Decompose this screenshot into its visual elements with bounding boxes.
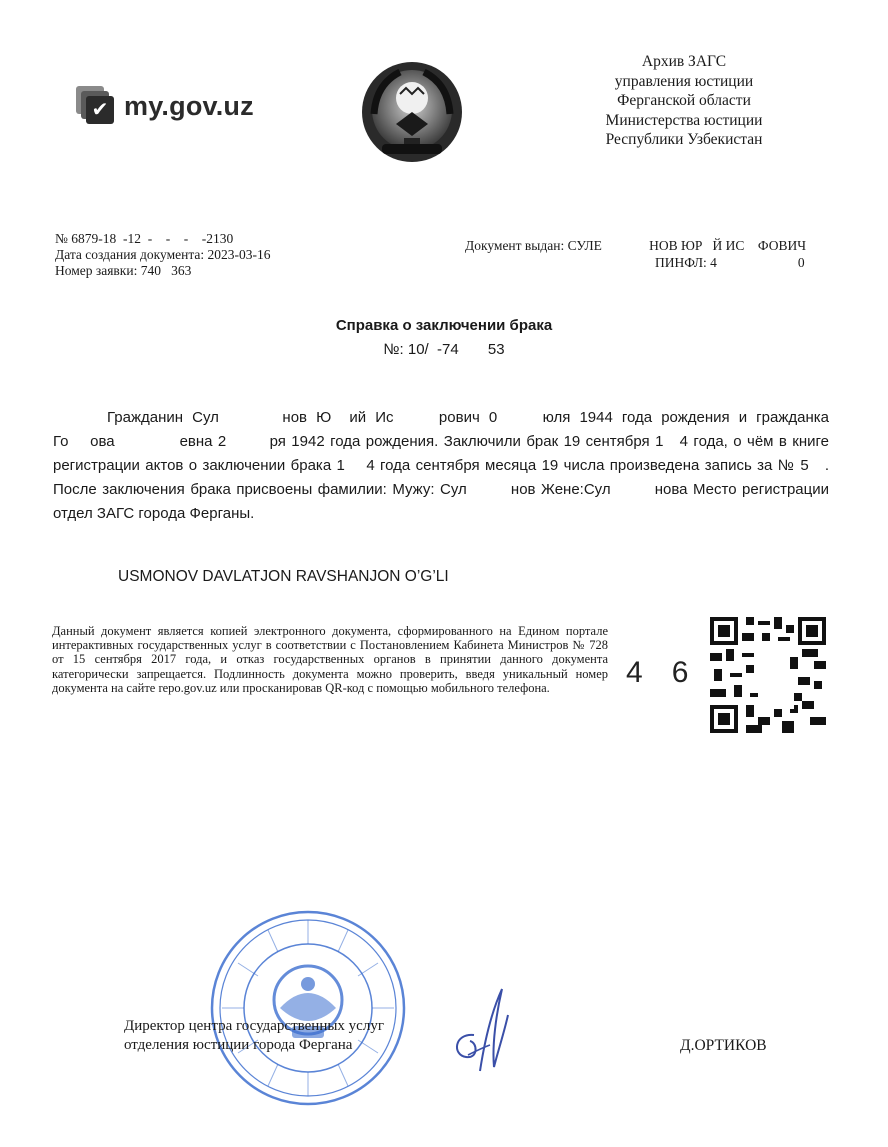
creation-date: Дата создания документа: 2023-03-16	[55, 247, 271, 262]
official-stamp-icon	[208, 908, 408, 1108]
issuer-line: Ферганской области	[617, 92, 751, 109]
issuer-line: Республики Узбекистан	[605, 131, 763, 148]
legal-notice: Данный документ является копией электронного документа, сформированного на Едином портале интерактивных государственных услуг в соответствии с Постановлением Кабинета Министров № 728 от 15 сентября 2017 года, и отказ государственных органов в принятии данного документа категорически запрещается. Подлинность документа можно проверить, введя уникальный номер документа на сайте repo.gov.uz или просканировав QR-код с помощью мобильного телефона.	[52, 624, 608, 695]
issuer-line: Архив ЗАГС	[641, 53, 727, 70]
signatory-title	[124, 1017, 384, 1055]
mygov-logo	[76, 86, 254, 126]
pinfl: ПИНФЛ: 4 0	[655, 255, 805, 270]
signature-icon	[444, 985, 514, 1080]
verification-code: 4 6	[626, 656, 690, 689]
issued-to: Документ выдан: СУЛЕ НОВ ЮР Й ИС ФОВИЧ	[465, 238, 806, 253]
document-title: Справка о заключении брака	[335, 317, 553, 334]
mygov-logo-icon: ✔	[76, 86, 116, 126]
issuer-line: Министерства юстиции	[605, 111, 763, 129]
document-meta	[55, 231, 271, 279]
mygov-logo-text: my.gov.uz	[124, 90, 254, 121]
director-name: Д.ОРТИКОВ	[680, 1037, 767, 1054]
issuer-line: управления юстиции	[614, 72, 754, 90]
certificate-body: Гражданин Сул нов Ю ий Ис рович 0 юля 1944 года рождения и гражданка Го ова евна 2 ря 1942 года рождения. Заключили брак 19 сентября 1 4 года, о чём в книге регистрации актов о заключении брака 1 4 года сентября месяца 19 числа произведена запись за № 5 . После заключения брака присвоены фамилии: Мужу: Сул нов Жене:Сул нова Место регистрации отдел ЗАГС города Ферганы.	[53, 409, 829, 522]
signatory-title-line: Директор центра государственных услуг	[124, 1018, 384, 1034]
qr-code-icon[interactable]	[710, 617, 826, 733]
signatory-title-line: отделения юстиции города Фергана	[124, 1037, 353, 1053]
issuer-block	[570, 52, 798, 150]
request-number: Номер заявки: 740 363	[55, 263, 192, 278]
certificate-number: №: 10/ -74 53	[383, 341, 505, 358]
state-emblem-icon	[356, 54, 468, 166]
digital-signer-name: USMONOV DAVLATJON RAVSHANJON O’G’LI	[118, 568, 449, 585]
document-number: № 6879-18 -12 - - - -2130	[55, 231, 234, 246]
